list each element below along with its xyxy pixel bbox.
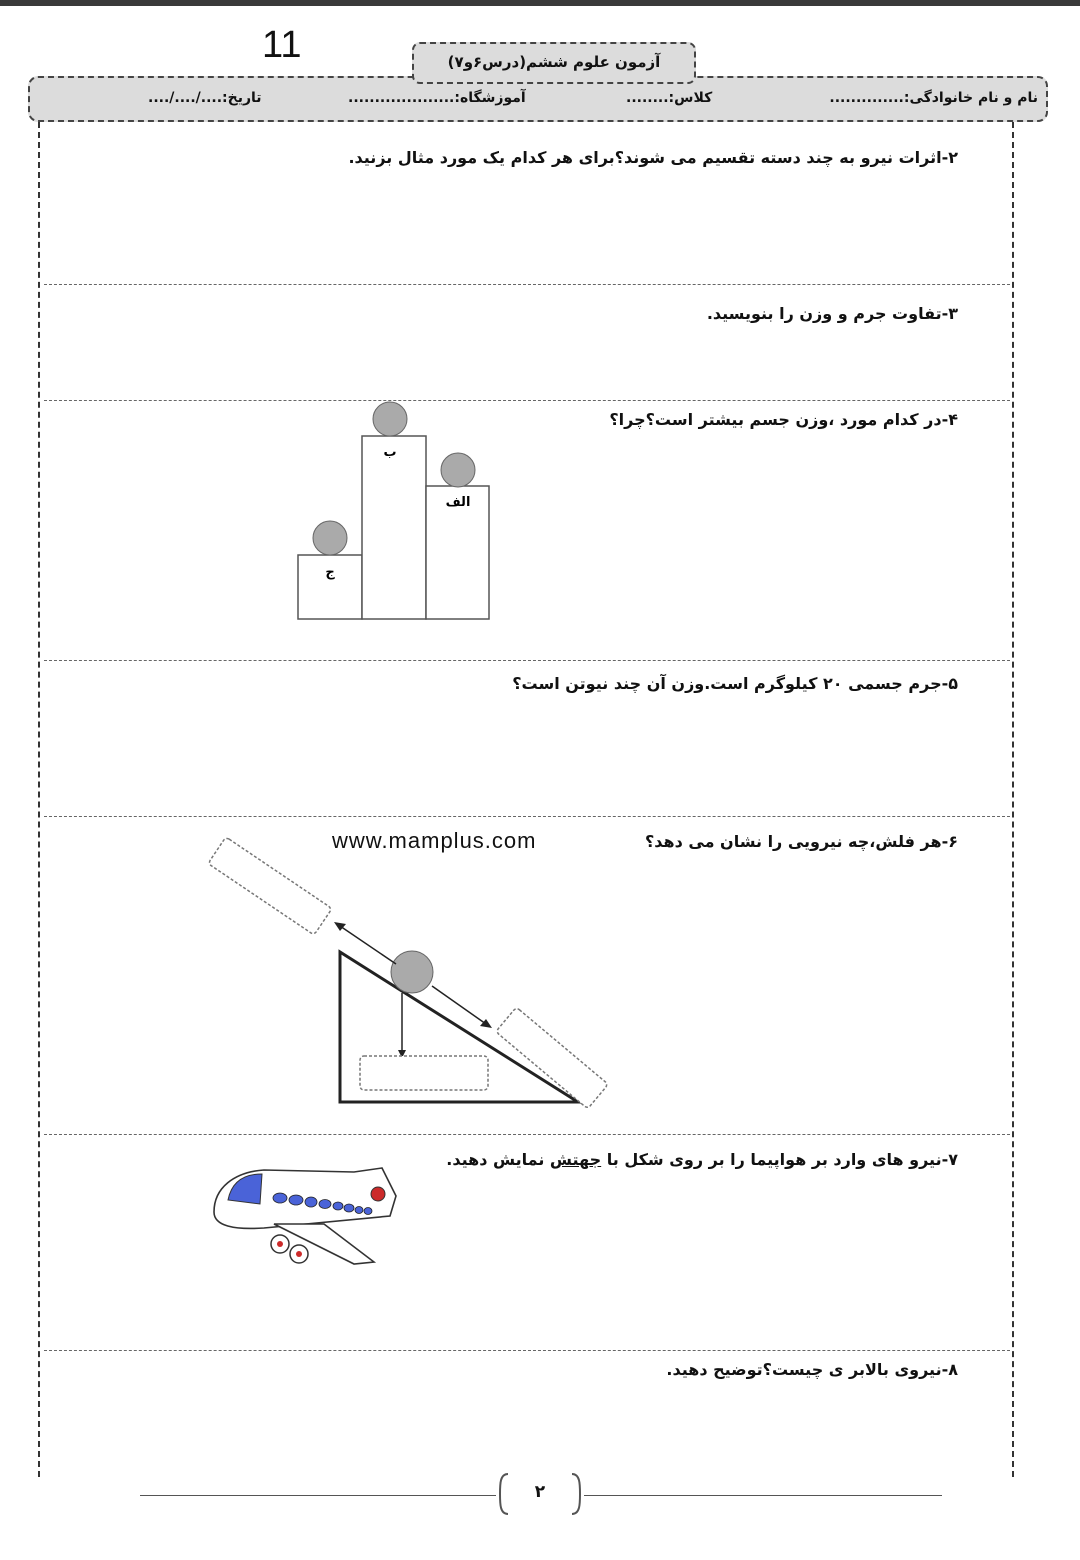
section-divider xyxy=(44,284,1010,285)
exam-title: آزمون علوم ششم(درس۶و۷) xyxy=(412,42,696,84)
section-divider xyxy=(44,1350,1010,1351)
ball-jim xyxy=(313,521,347,555)
footer-line-left xyxy=(140,1495,496,1496)
airplane-figure xyxy=(204,1160,404,1272)
question-2: ۲-اثرات نیرو به چند دسته تقسیم می شوند؟برای هر کدام یک مورد مثال بزنید. xyxy=(348,148,958,167)
ball-be xyxy=(373,402,407,436)
underlined-word: جهتش xyxy=(549,1150,602,1169)
question-5: ۵-جرم جسمی ۲۰ کیلوگرم است.وزن آن چند نیوتن است؟ xyxy=(512,674,958,693)
section-divider xyxy=(44,400,1010,401)
landing-gear xyxy=(271,1235,308,1263)
answer-box-weight xyxy=(360,1056,488,1090)
frame-right-border xyxy=(1012,122,1014,1477)
question-3: ۳-تفاوت جرم و وزن را بنویسید. xyxy=(706,304,958,323)
class-field[interactable]: کلاس:........ xyxy=(626,90,713,106)
question-7: ۷-نیرو های وارد بر هواپیما را بر روی شکل با جهتش نمایش دهید. xyxy=(446,1150,958,1169)
answer-box-upper xyxy=(208,837,332,935)
weight-comparison-figure xyxy=(290,396,500,626)
date-field[interactable]: تاریخ:..../..../.... xyxy=(148,90,262,106)
watermark-url: www.mamplus.com xyxy=(332,828,537,853)
question-6: ۶-هر فلش،چه نیرویی را نشان می دهد؟ xyxy=(644,832,958,851)
handwritten-page-number: 11 xyxy=(262,24,302,66)
question-4: ۴-در کدام مورد ،وزن جسم بیشتر است؟چرا؟ xyxy=(609,410,958,429)
top-edge-bar xyxy=(0,0,1080,6)
footer-line-right xyxy=(584,1495,942,1496)
label-be: ب xyxy=(383,445,397,460)
label-jim: ج xyxy=(325,565,335,580)
label-alef: الف xyxy=(445,495,471,510)
box-be xyxy=(362,436,426,619)
school-field[interactable]: آموزشگاه:.................... xyxy=(348,90,526,106)
inclined-plane-figure xyxy=(200,836,620,1112)
section-divider xyxy=(44,1134,1010,1135)
section-divider xyxy=(44,816,1010,817)
frame-left-border xyxy=(38,122,40,1477)
ball-on-slope xyxy=(391,951,433,993)
footer-page-number: ۲ xyxy=(534,1482,546,1502)
tail-emblem xyxy=(371,1187,385,1201)
section-divider xyxy=(44,660,1010,661)
ball-alef xyxy=(441,453,475,487)
question-8: ۸-نیروی بالابر ی چیست؟توضیح دهید. xyxy=(666,1360,958,1379)
name-field[interactable]: نام و نام خانوادگی:.............. xyxy=(829,90,1038,106)
